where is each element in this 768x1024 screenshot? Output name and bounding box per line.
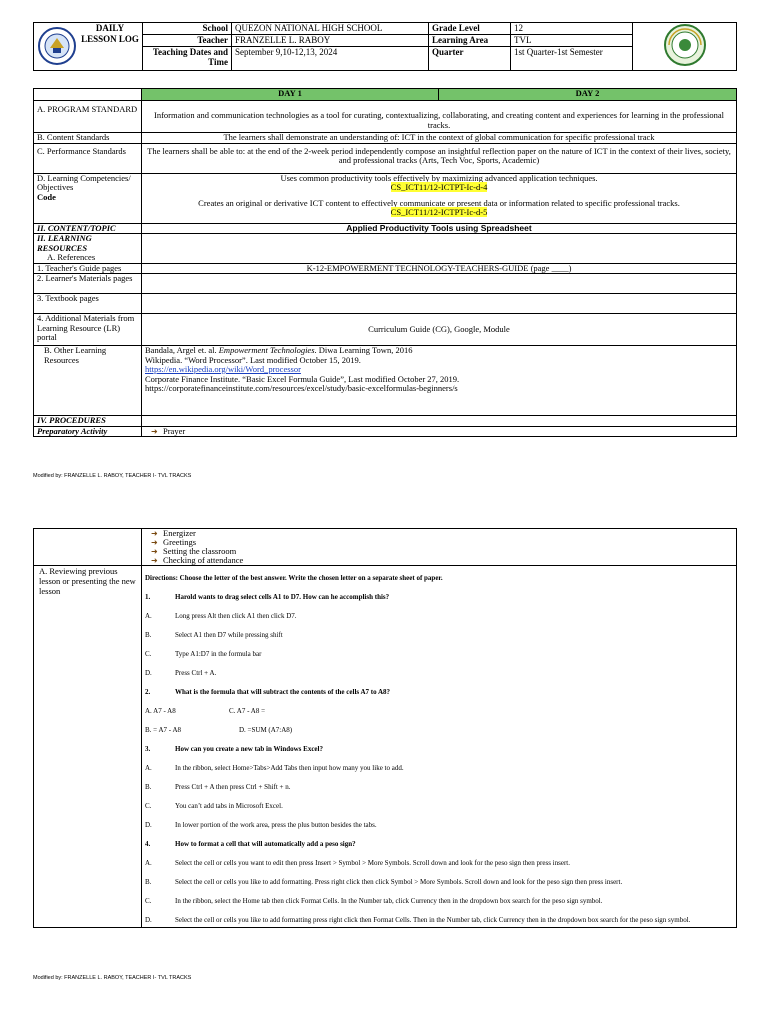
content-topic-text: Applied Productivity Tools using Spreadsheet [142, 223, 737, 234]
q3-opt-a: In the ribbon, select Home>Tabs>Add Tabs then input how many you like to add. [175, 764, 404, 772]
q4-opt-key: D. [145, 916, 152, 924]
bullet-arrow-icon: ➜ [151, 538, 158, 547]
dll-title-line1: DAILY [95, 23, 125, 33]
day1-header: DAY 1 [142, 89, 439, 101]
ref-cfi: Corporate Finance Institute. “Basic Excel Formula Guide”, Last modified October 27, 2019. https://corporatefinanceinstitute.com/resources/excel/study/basic-excelformulas-beginners/s [145, 373, 460, 393]
bullet-arrow-icon: ➜ [151, 426, 158, 436]
title-cell [34, 23, 143, 71]
quiz-cell [142, 566, 737, 928]
q3-opt-key: A. [145, 764, 152, 772]
bullet-energizer: Energizer [163, 528, 196, 538]
grade-value: 12 [511, 23, 633, 35]
textbook-pages-value [142, 294, 737, 314]
q4-opt-d: Select the cell or cells you like to add formatting press right click then Format Cells. Then in the Number tab, click Currency then in the dropdown box search for the peso sign symbol. [175, 916, 691, 924]
bullets-cell [142, 529, 737, 566]
q3-opt-c: You can’t add tabs in Microsoft Excel. [175, 802, 283, 810]
list-item [145, 529, 733, 538]
q1-opt-key: A. [145, 612, 152, 620]
content-topic-label: II. CONTENT/TOPIC [34, 223, 142, 234]
competency-text-1: Uses common productivity tools effectively by maximizing advanced application techniques. [280, 172, 598, 183]
directions: Directions: Choose the letter of the best answer. Write the chosen letter on a separate sheet of paper. [145, 574, 443, 582]
preparatory-label: Preparatory Activity [34, 426, 142, 437]
q4-opt-c: In the ribbon, select the Home tab then click Format Cells. In the Number tab, click Currency then in the dropdown box search for the peso sign symbol. [175, 897, 603, 905]
review-label: A. Reviewing previous lesson or presenting the new lesson [34, 566, 142, 928]
content-standards-label: B. Content Standards [34, 133, 142, 144]
teachers-guide-label: 1. Teacher's Guide pages [34, 263, 142, 274]
q1-text: Harold wants to drag select cells A1 to D7. How can he accomplish this? [175, 593, 390, 601]
teachers-guide-text: K-12-EMPOWERMENT TECHNOLOGY-TEACHERS-GUIDE (page ____) [142, 263, 737, 274]
deped-seal-icon [38, 26, 76, 66]
q2-opt-c: C. A7 - A8 = [229, 707, 266, 715]
performance-standards-label: C. Performance Standards [34, 143, 142, 173]
q1-opt-key: B. [145, 631, 152, 639]
bullet-attendance: Checking of attendance [163, 555, 244, 565]
bullet-setting: Setting the classroom [163, 546, 237, 556]
wikipedia-link[interactable]: https://en.wikipedia.org/wiki/Word_processor [145, 364, 301, 374]
content-standards-text: The learners shall demonstrate an understanding of: ICT in the context of global communication for specific professional track [142, 133, 737, 144]
q3-opt-key: B. [145, 783, 152, 791]
school-logo-icon [663, 23, 707, 67]
q1-number: 1. [145, 593, 151, 601]
code-label: Code [37, 191, 56, 202]
day2-header: DAY 2 [439, 89, 737, 101]
teacher-value: FRANZELLE L. RABOY [232, 35, 429, 47]
competencies-label-cell [34, 173, 142, 223]
area-label: Learning Area [429, 35, 511, 47]
lesson-table [33, 88, 737, 437]
q4-number: 4. [145, 840, 151, 848]
q1-opt-d: Press Ctrl + A. [175, 669, 217, 677]
footer-page1: Modified by: FRANZELLE L. RABOY, TEACHER I- TVL TRACKS [33, 473, 192, 479]
q4-opt-key: C. [145, 897, 152, 905]
preparatory-cell [142, 426, 737, 437]
footer-page2: Modified by: FRANZELLE L. RABOY, TEACHER I- TVL TRACKS [33, 975, 192, 981]
grade-label: Grade Level [429, 23, 511, 35]
bullet-arrow-icon: ➜ [151, 547, 158, 556]
competency-code-1: CS_ICT11/12-ICTPT-Ic-d-4 [390, 182, 488, 192]
area-value: TVL [511, 35, 633, 47]
q2-number: 2. [145, 688, 151, 696]
q4-text: How to format a cell that will automatically add a peso sign? [175, 840, 356, 848]
learning-resources-cell [34, 234, 142, 264]
competency-text-2: Creates an original or derivative ICT content to effectively communicate or present data or information related to specific professional tracks. [198, 197, 680, 208]
program-standard-label: A. PROGRAM STANDARD [34, 101, 142, 133]
school-value: QUEZON NATIONAL HIGH SCHOOL [232, 23, 429, 35]
procedures-label: IV. PROCEDURES [34, 416, 142, 427]
list-item [145, 427, 733, 436]
additional-materials-text: Curriculum Guide (CG), Google, Module [142, 314, 737, 346]
bullet-greetings: Greetings [163, 537, 197, 547]
q3-opt-d: In lower portion of the work area, press the plus button besides the tabs. [175, 821, 377, 829]
learning-resources-label: II. LEARNING RESOURCES [37, 233, 92, 253]
performance-standards-text: The learners shall be able to: at the end of the 2-week period independently compose an insightful reflection paper on the nature of ICT in the context of their lives, society, and professional tracks (Arts, Tech Voc, Sports, Academic) [142, 143, 737, 173]
textbook-pages-label: 3. Textbook pages [34, 294, 142, 314]
other-resources-cell [142, 346, 737, 416]
ref-bandala-title: Empowerment Technologies [218, 345, 315, 355]
q3-number: 3. [145, 745, 151, 753]
q4-opt-key: B. [145, 878, 152, 886]
dll-title-line2: LESSON LOG [81, 34, 139, 44]
q1-opt-key: D. [145, 669, 152, 677]
program-standard-text: Information and communication technologies as a tool for curating, contextualizing, collaborating, and creating content and experiences for learning in the professional tracks. [142, 101, 737, 133]
q1-opt-c: Type A1:D7 in the formula bar [175, 650, 262, 658]
school-logo-cell [633, 23, 737, 71]
q4-opt-a: Select the cell or cells you want to edit then press Insert > Symbol > More Symbols. Scroll down and look for the peso sign then press insert. [175, 859, 570, 867]
prayer-item: Prayer [163, 425, 186, 436]
competencies-label: D. Learning Competencies/ Objectives [37, 172, 131, 192]
corner-cell [34, 89, 142, 101]
competency-code-2: CS_ICT11/12-ICTPT-Ic-d-5 [390, 207, 488, 217]
additional-materials-label: 4. Additional Materials from Learning Resource (LR) portal [34, 314, 142, 346]
competencies-cell [142, 173, 737, 223]
list-item [145, 556, 733, 565]
q1-opt-b: Select A1 then D7 while pressing shift [175, 631, 283, 639]
school-label: School [143, 23, 232, 35]
q2-opt-a: A. A7 - A8 [145, 707, 176, 715]
q3-opt-b: Press Ctrl + A then press Ctrl + Shift + n. [175, 783, 291, 791]
other-resources-label: B. Other Learning Resources [34, 346, 142, 416]
procedures-value [142, 416, 737, 427]
bullet-arrow-icon: ➜ [151, 556, 158, 565]
bullet-arrow-icon: ➜ [151, 529, 158, 538]
ref-bandala-b: . Diwa Learning Town, 2016 [314, 345, 413, 355]
procedures-table [33, 528, 737, 928]
references-label: A. References [47, 252, 96, 262]
q2-opt-b: B. = A7 - A8 [145, 726, 182, 734]
q2-text: What is the formula that will subtract the contents of the cells A7 to A8? [175, 688, 391, 696]
quarter-value: 1st Quarter-1st Semester [511, 47, 633, 71]
dates-label: Teaching Dates and Time [143, 47, 232, 71]
q4-opt-key: A. [145, 859, 152, 867]
ref-wikipedia: Wikipedia. “Word Processor”. Last modified October 15, 2019. [145, 354, 361, 365]
q3-opt-key: D. [145, 821, 152, 829]
teacher-label: Teacher [143, 35, 232, 47]
dates-value: September 9,10-12,13, 2024 [232, 47, 429, 71]
learners-materials-label: 2. Learner's Materials pages [34, 274, 142, 294]
q4-opt-b: Select the cell or cells you like to add formatting. Press right click then click Symbol > More Symbols. Scroll down and look for the peso sign then press insert. [175, 878, 623, 886]
q3-opt-key: C. [145, 802, 152, 810]
q2-opt-d: D. =SUM (A7:A8) [239, 726, 293, 734]
quarter-label: Quarter [429, 47, 511, 71]
learners-materials-value [142, 274, 737, 294]
learning-resources-value [142, 234, 737, 264]
q1-opt-key: C. [145, 650, 152, 658]
ref-bandala-a: Bandala, Argel et. al. [145, 345, 219, 355]
header-table [33, 22, 737, 71]
q1-opt-a: Long press Alt then click A1 then click D7. [175, 612, 297, 620]
q3-text: How can you create a new tab in Windows Excel? [175, 745, 323, 753]
bullets-label-cell [34, 529, 142, 566]
